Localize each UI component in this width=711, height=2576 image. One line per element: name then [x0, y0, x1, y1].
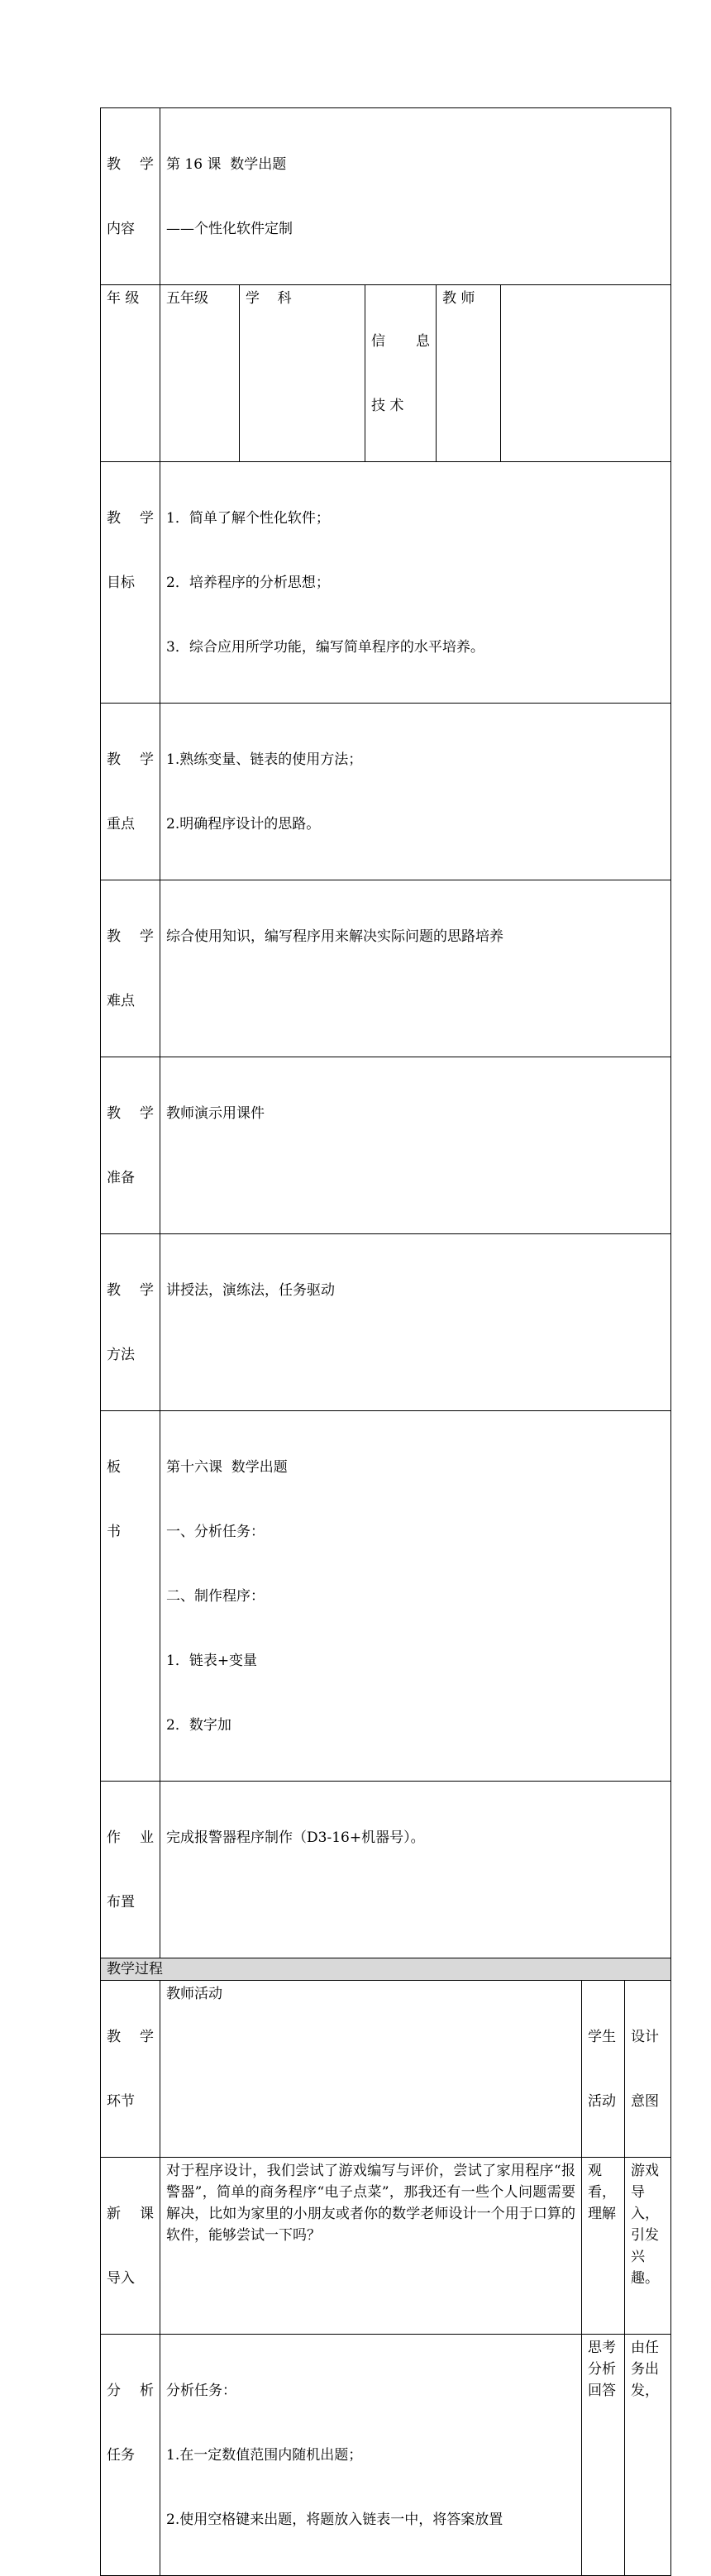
homework-label: 作 业 布置 [101, 1782, 160, 1958]
difficulties-value: 综合使用知识，编写程序用来解决实际问题的思路培养 [160, 880, 671, 1057]
row-blackboard [101, 1411, 671, 1782]
process-section-row [101, 1958, 671, 1981]
homework-value: 完成报警器程序制作（D3-16+机器号）。 [160, 1782, 671, 1958]
subject-value: 信 息 技 术 [365, 285, 437, 462]
step-introduction [101, 2158, 671, 2335]
process-section-title: 教学过程 [101, 1958, 671, 1981]
analysis-design-intent: 由任务出发， [625, 2335, 671, 2576]
grade-value: 五年级 [160, 285, 240, 462]
analysis-teacher-activity: 分析任务： 1.在一定数值范围内随机出题； 2.使用空格键来出题，将题放入链表一中，将答案放置 [160, 2335, 582, 2576]
row-homework [101, 1782, 671, 1958]
goals-value: 1．简单了解个性化软件； 2．培养程序的分析思想； 3．综合应用所学功能，编写简单程序的水平培养。 [160, 462, 671, 704]
step-analysis [101, 2335, 671, 2576]
row-difficulties [101, 880, 671, 1057]
preparation-label: 教 学 准备 [101, 1057, 160, 1234]
introduction-teacher-activity: 对于程序设计，我们尝试了游戏编写与评价，尝试了家用程序“报警器”，简单的商务程序“电子点菜”，那我还有一些个人问题需要解决，比如为家里的小朋友或者你的数学老师设计一个用于口算的软件，能够尝试一下吗？ [160, 2158, 582, 2335]
analysis-student-activity: 思考分析回答 [582, 2335, 625, 2576]
stage-header: 教 学 环节 [101, 1981, 160, 2158]
row-methods [101, 1234, 671, 1411]
methods-value: 讲授法，演练法，任务驱动 [160, 1234, 671, 1411]
analysis-stage: 分 析 任务 [101, 2335, 160, 2576]
blackboard-value: 第十六课 数学出题 一、分析任务： 二、制作程序： 1．链表+变量 2．数字加 [160, 1411, 671, 1782]
design-intent-header: 设计 意图 [625, 1981, 671, 2158]
subject-label: 学 科 [240, 285, 365, 462]
lesson-plan-table [100, 107, 671, 2576]
introduction-student-activity: 观看，理解 [582, 2158, 625, 2335]
introduction-design-intent: 游戏导入，引发兴趣。 [625, 2158, 671, 2335]
row-preparation [101, 1057, 671, 1234]
lesson-plan [100, 107, 670, 2576]
methods-label: 教 学 方法 [101, 1234, 160, 1411]
preparation-value: 教师演示用课件 [160, 1057, 671, 1234]
goals-label: 教 学 目标 [101, 462, 160, 704]
key-points-value: 1.熟练变量、链表的使用方法； 2.明确程序设计的思路。 [160, 704, 671, 880]
info-row [101, 285, 671, 462]
teacher-label: 教 师 [437, 285, 501, 462]
key-points-label: 教 学 重点 [101, 704, 160, 880]
row-goals [101, 462, 671, 704]
process-header-row [101, 1981, 671, 2158]
row-key-points [101, 704, 671, 880]
content-label: 教 学 内容 [101, 108, 160, 285]
content-value: 第 16 课 数学出题 ——个性化软件定制 [160, 108, 671, 285]
student-activity-header: 学生 活动 [582, 1981, 625, 2158]
grade-label: 年 级 [101, 285, 160, 462]
content-row [101, 108, 671, 285]
difficulties-label: 教 学 难点 [101, 880, 160, 1057]
teacher-activity-header: 教师活动 [160, 1981, 582, 2158]
blackboard-label: 板 书 [101, 1411, 160, 1782]
introduction-stage: 新 课 导入 [101, 2158, 160, 2335]
teacher-value [501, 285, 671, 462]
